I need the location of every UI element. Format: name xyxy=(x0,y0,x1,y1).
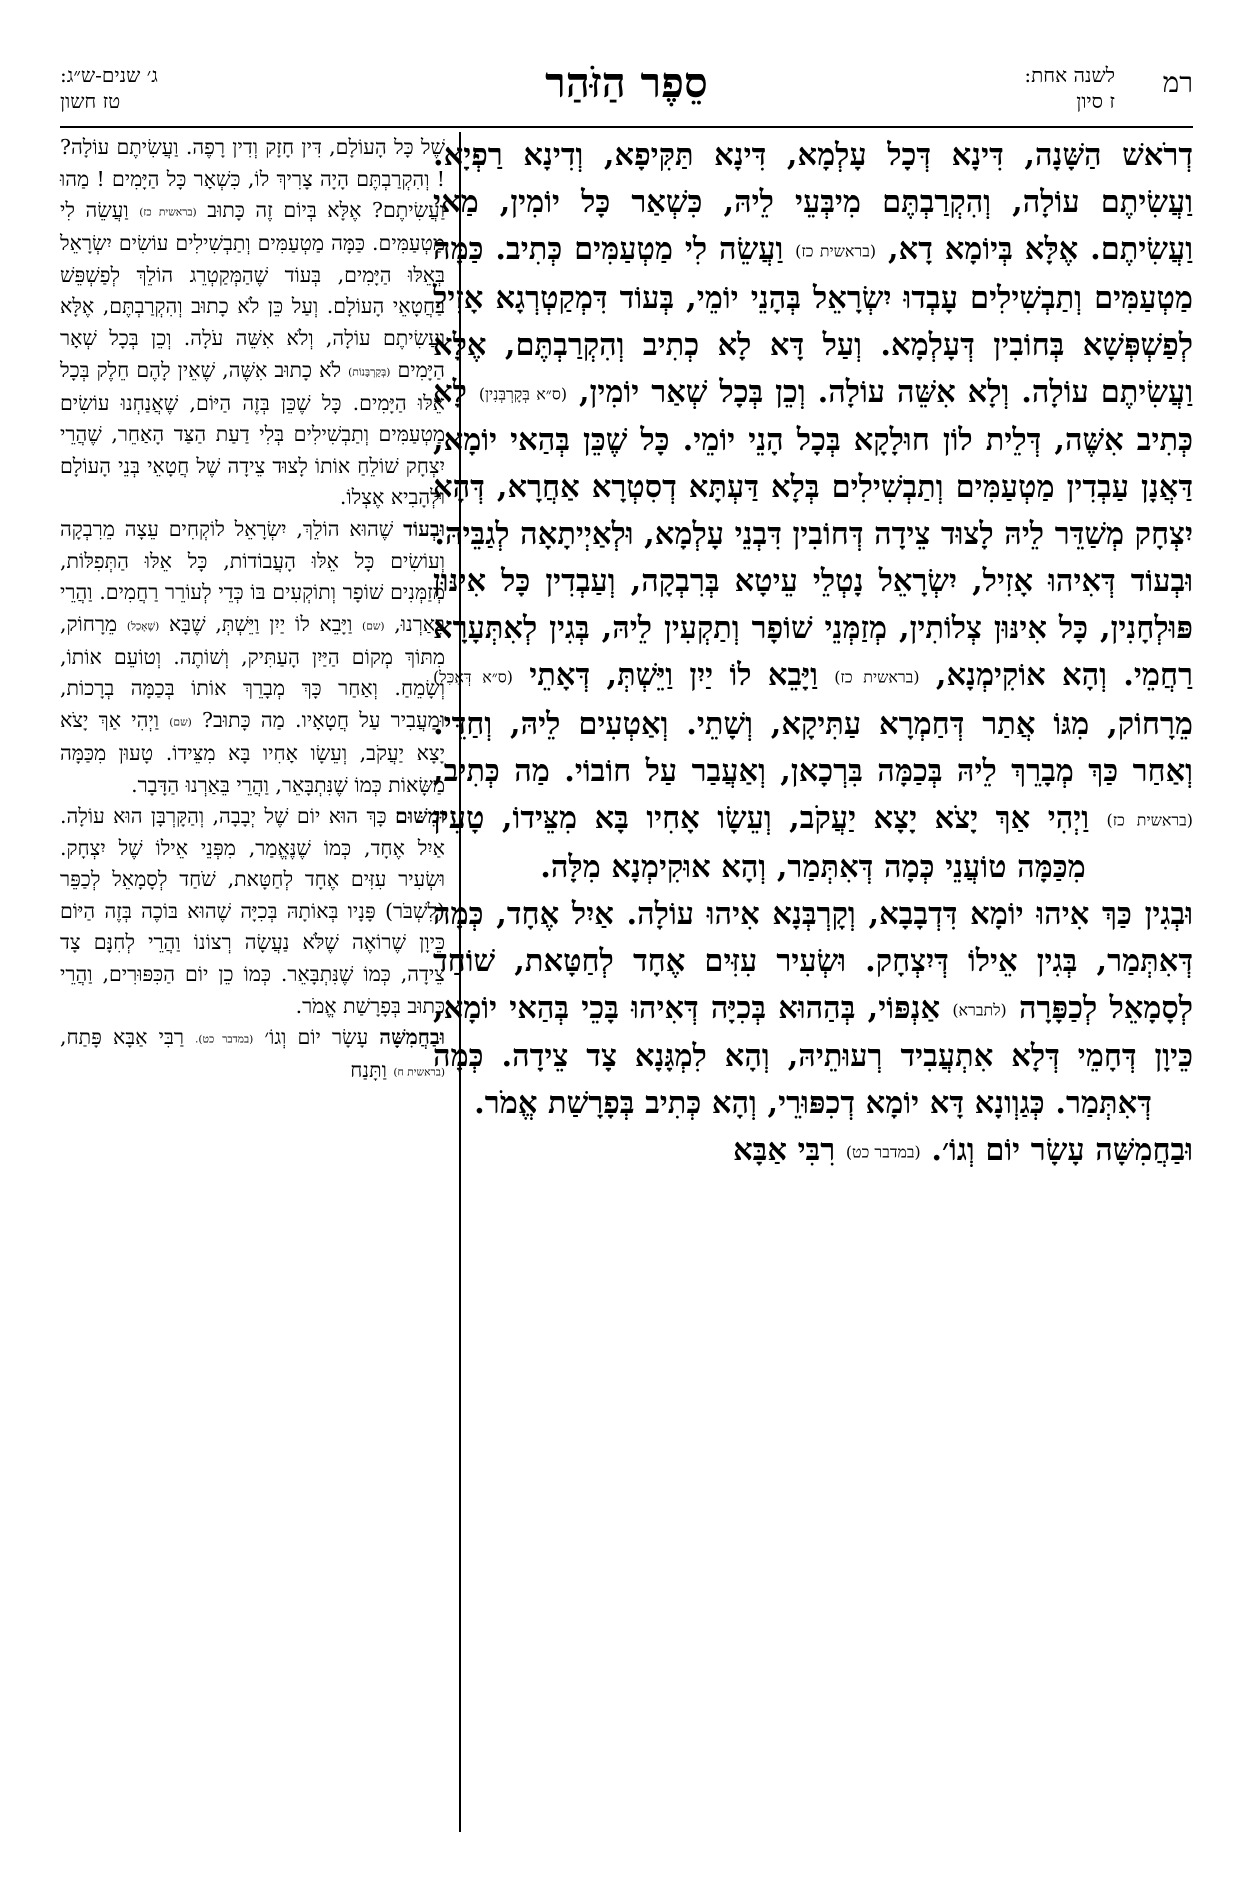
schedule-label: ג׳ שנים-ש״ג: xyxy=(60,63,158,87)
source-reference: (בראשית כז) xyxy=(139,205,197,219)
hebrew-text: רַבִּי אַבָּא פָּתַח, xyxy=(60,1025,184,1050)
page-number: רמ xyxy=(1162,66,1193,99)
hebrew-text: שֶׁל כָּל הָעוֹלָם, דִּין חָזָק וְדִין רָפֶה. וַעֲשִׂיתֶם עוֹלָה? ! וְהִקְרַבְתֶּם הָיָה צָרִיךְ לוֹ, כִּשְׁאָר כָּל הַיָּמִים ! מַהוּ וַעֲשִׂיתֶם? אֶלָּא בְּיוֹם זֶה כָּתוּב xyxy=(60,135,445,223)
source-reference: (בראשית כז) xyxy=(834,667,920,687)
schedule-date: ז סיון xyxy=(1076,89,1115,113)
hebrew-translation-column xyxy=(60,132,445,1088)
hebrew-text: כָּךְ הוּא יוֹם שֶׁל יְבָבָה, וְהַקָּרְבָּן הוּא עוֹלָה. אַיִל אֶחָד, כְּמוֹ שֶׁנֶּאֱמַר, מִפְּנֵי אֵילוֹ שֶׁל יִצְחָק. וּשְׂעִיר עִזִּים אֶחָד לְחַטָּאת, שֹׁחַד לְסָמָאֵל לְכַפֵּר (לִשְׁבֹּר) פָּנָיו בְּאוֹתָהּ בְּכִיָּה שֶׁהוּא בּוֹכֶה בְּזֶה הַיּוֹם כֵּיוָן שֶׁרוֹאֶה שֶׁלֹּא נַעֲשָׂה רְצוֹנוֹ וַהֲרֵי לְחִנָּם צָד צֵידָה, כְּמוֹ שֶׁנִּתְבָּאֵר. כְּמוֹ כֵן יוֹם הַכִּפּוּרִים, וַהֲרֵי כָּתוּב בְּפָרָשַׁת אֱמֹר. xyxy=(60,804,445,1018)
aramaic-paragraph xyxy=(433,1127,1193,1176)
schedule-label: לשנה אחת: xyxy=(1024,63,1115,87)
aramaic-paragraph xyxy=(433,558,1193,890)
schedule-date: טז חשון xyxy=(60,89,121,113)
paragraph-lead-word: וּבְעוֹד xyxy=(403,516,445,541)
hebrew-text: שֶׁהוּא הוֹלֵךְ, יִשְׂרָאֵל לוֹקְחִים עֵצָה מֵרִבְקָה וְעוֹשִׂים כָּל אֵלּוּ הָעֲבוֹדוֹת, כָּל אֵלּוּ הַתְּפִלּוֹת, מְזַמְּנִים שׁוֹפָר וְתוֹקְעִים בּוֹ כְּדֵי לְעוֹרֵר רַחֲמִים. וַהֲרֵי בֵּאַרְנוּ, xyxy=(60,516,445,636)
aramaic-text: רִבִּי אַבָּא xyxy=(733,1132,836,1169)
variant-reading: (ס״א בְּקָרְבְּנִין) xyxy=(478,384,568,404)
source-reference: (שם) xyxy=(169,715,192,729)
aramaic-text: מֵרָחוֹק, מִגּוֹ אֲתַר דְּחַמְרָא עַתִּיקָא, וְשָׁתֵי. וְאַטְעִים לֵיהּ, וְחַדֵּי. וְאַחַר כַּךְ מְבָרֵךְ לֵיהּ בְּכַמָּה בִּרְכָאן, וְאַעֲבַר עַל חוֹבוֹי. מַה כְּתִיב, xyxy=(433,705,1193,789)
aramaic-column xyxy=(433,132,1193,1176)
hebrew-paragraph xyxy=(60,801,445,1022)
header-rule xyxy=(60,126,1193,128)
paragraph-lead-word: וּמִשּׁוּם xyxy=(395,804,445,829)
aramaic-text: וַיָּבֵא לוֹ יַיִן וַיֵּשְׁתְּ, דְּאָתֵי xyxy=(529,657,818,694)
source-reference: (במדבר כט) xyxy=(845,1142,921,1162)
aramaic-paragraph xyxy=(433,132,1193,558)
hebrew-text: וַיְהִי אַךְ יָצֹא יָצָא יַעֲקֹב, וְעֵשָׂו אָחִיו בָּא מִצֵּידוֹ. טָעוּן מִכַּמָּה מַשָּׂאוֹת כְּמוֹ שֶׁנִּתְבָּאֵר, וַהֲרֵי בֵּאַרְנוּ הַדָּבָר. xyxy=(60,707,445,797)
source-reference: (שם) xyxy=(362,619,385,633)
source-reference: (בראשית כז) xyxy=(795,241,877,261)
aramaic-text: וּבְעוֹד דְּאִיהוּ אָזִיל, יִשְׂרָאֵל נָטְלֵי עֵיטָא בְּרִבְקָה, וְעַבְדִין כָּל אִינּוּן פּוּלְחָנִין, כָּל אִינּוּן צְלוֹתִין, מְזַמְּנֵי שׁוֹפָר וְתַקְעִין לֵיהּ, בְּגִין לְאִתְּעָרָא רַחֲמֵי. וְהָא אוֹקִימְנָא, xyxy=(433,563,1193,694)
hebrew-paragraph xyxy=(60,1022,445,1088)
aramaic-text: וּבַחֲמִשָּׁה עָשָׂר יוֹם וְגוֹ׳. xyxy=(931,1132,1193,1169)
aramaic-paragraph xyxy=(433,891,1193,1128)
hebrew-text: עָשָׂר יוֹם וְגוֹ׳ xyxy=(264,1025,369,1050)
aramaic-text: וּבְגִין כַּךְ אִיהוּ יוֹמָא דִּדְבָבָא, וְקָרְבְּנָא אִיהוּ עוֹלָה. אַיִל אֶחָד, כְּמָה דְּאִתְּמַר, בְּגִין אֵילוֹ דְּיִצְחָק. וּשְׂעִיר עִזִּים אֶחָד לְחַטָּאת, שׁוֹחַד לְסָמָאֵל לְכַפָּרָה xyxy=(433,895,1193,1026)
variant-reading: (בְּקָרְבָּנוֹת) xyxy=(348,364,391,378)
variant-reading: (ס״א דְּאַכִּל) xyxy=(433,667,513,687)
source-reference: (במדבר כט). xyxy=(195,1032,254,1046)
aramaic-text: וַיְהִי אַךְ יָצֹא יָצָא יַעֲקֹב, וְעֵשָׂו אָחִיו בָּא מִצֵּידוֹ, טָעִין מִכַּמָּה טוֹעֲנֵי כְּמָה דְּאִתְּמַר, וְהָא אוּקִימְנָא מִלָּה. xyxy=(433,799,1090,885)
book-title: סֵפֶר הַזֹּהַר xyxy=(545,58,708,107)
source-reference: (בראשית כז) xyxy=(1106,810,1193,830)
study-schedule-three-year xyxy=(60,62,158,114)
aramaic-text: וַעֲשֵׂה לִי מַטְעַמִּים כְּתִיב. כַּמָּה מַטְעַמִּים וְתַבְשִׁילִים עָבְדוּ יִשְׂרָאֵל בְּהָנֵי יוֹמֵי, בְּעוֹד דִּמְקַטְרְגָא אָזִיל לְפַשְׁפְּשָׁא בְּחוֹבִין דְּעָלְמָא. וְעַל דָּא לָא כְתִיב וְהִקְרַבְתֶּם, אֶלָּא וַעֲשִׂיתֶם עוֹלָה. וְלָא אִשֵּׁה עוֹלָה. וְכֵן בְּכָל שְׁאַר יוֹמִין, xyxy=(433,231,1194,410)
aramaic-text: אַנְפּוֹי, בְּהַהוּא בְּכִיָּה דְּאִיהוּ בָּכֵי בְּהַאי יוֹמָא, כֵּיוָן דְּחָמֵי דְּלָא אִתְעֲבִיד רְעוּתֵיהּ, וְהָא לִמְגָּנָא צָד צֵידָה. כְּמָה דְּאִתְּמַר. כְּגַוְונָא דָּא יוֹמָא דְכִפּוּרֵי, וְהָא כְּתִיב בְּפָרָשַׁת אֱמֹר. xyxy=(433,989,1193,1122)
hebrew-text: מֵרָחוֹק, מִתּוֹךְ מְקוֹם הַיַּיִן הָעַתִּיק, וְשׁוֹתֶה. וְטוֹעֵם אוֹתוֹ, וְשָׂמֵחַ. וְאַחַר כָּךְ מְבָרֵךְ אוֹתוֹ בְּכַמָּה בְרָכוֹת, וּמַעֲבִיר עַל חֲטָאָיו. מַה כָּתוּב? xyxy=(60,611,445,732)
hebrew-text: וַיָּבֵא לוֹ יַיִן וַיֵּשְׁתְּ, שֶׁבָּא xyxy=(168,611,353,636)
aramaic-text: דְרֹאשׁ הַשָּׁנָה, דִּינָא דְּכָל עָלְמָא, דִּינָא תַּקִּיפָא, וְדִינָא רַפְיָא. וַעֲשִׂיתֶם עוֹלָה, וְהִקְרַבְתֶּם מִיבְּעֵי לֵיהּ, כִּשְׁאַר כָּל יוֹמִין, מַאי וַעֲשִׂיתֶם. אֶלָּא בְּיוֹמָא דָא, xyxy=(433,137,1194,267)
variant-reading: (שֶׁאָכַל) xyxy=(126,619,160,633)
aramaic-text: לָא כְּתִיב אִשֶּׁה, דְּלֵית לוֹן חוּלָקָא בְּכָל הָנֵי יוֹמֵי. כָּל שֶׁכֵּן בְּהַאי יוֹמָא, דַּאֲנָן עַבְדִין מַטְעַמִּים וְתַבְשִׁילִים בְּלָא דַּעְתָּא דְסִטְרָא אַחֲרָא, דְּהָא יִצְחָק מְשַׁדֵּר לֵיהּ לָצוּד צֵידָה דְּחוֹבִין דִּבְנֵי עָלְמָא, וּלְאַיְיתָאָה לְגַבֵּיהּ. xyxy=(433,373,1193,553)
source-reference: (בראשית ח) xyxy=(393,1065,445,1079)
variant-reading: (לתברא) xyxy=(952,1000,1007,1020)
paragraph-lead-word: וּבַחֲמִשָּׁה xyxy=(379,1025,446,1050)
hebrew-paragraph xyxy=(60,514,445,801)
hebrew-text: וַתָּנַח xyxy=(350,1058,387,1083)
hebrew-text: וַעֲשֵׂה לִי מַטְעַמִּים. כַּמָּה מַטְעַמִּים וְתַבְשִׁילִים עוֹשִׂים יִשְׂרָאֵל בְּאֵלּוּ הַיָּמִים, בְּעוֹד שֶׁהַמְּקַטְרֵג הוֹלֵךְ לְפַשְׁפֵּשׁ בַּחֲטָאֵי הָעוֹלָם. וְעַל כֵּן לֹא כָתוּב וְהִקְרַבְתֶּם, אֶלָּא וַעֲשִׂיתֶם עוֹלָה, וְלֹא אִשֵּׁה עֹלָה. וְכֵן בְּכָל שְׁאָר הַיָּמִים xyxy=(60,198,445,382)
hebrew-text: לֹא כָתוּב אִשֶּׁה, שֶׁאֵין לָהֶם חֵלֶק בְּכָל אֵלּוּ הַיָּמִים. כָּל שֶׁכֵּן בְּזֶה הַיּוֹם, שֶׁאֲנַחְנוּ עוֹשִׂים מַטְעַמִּים וְתַבְשִׁילִים בְּלִי דַעַת הַצַּד הָאַחֵר, שֶׁהֲרֵי יִצְחָק שׁוֹלֵחַ אוֹתוֹ לָצוּד צֵידָה שֶׁל חֲטָאֵי בְּנֵי הָעוֹלָם וּלְהָבִיא אֶצְלוֹ. xyxy=(60,357,445,510)
page-header xyxy=(60,58,1193,128)
hebrew-paragraph xyxy=(60,132,445,514)
